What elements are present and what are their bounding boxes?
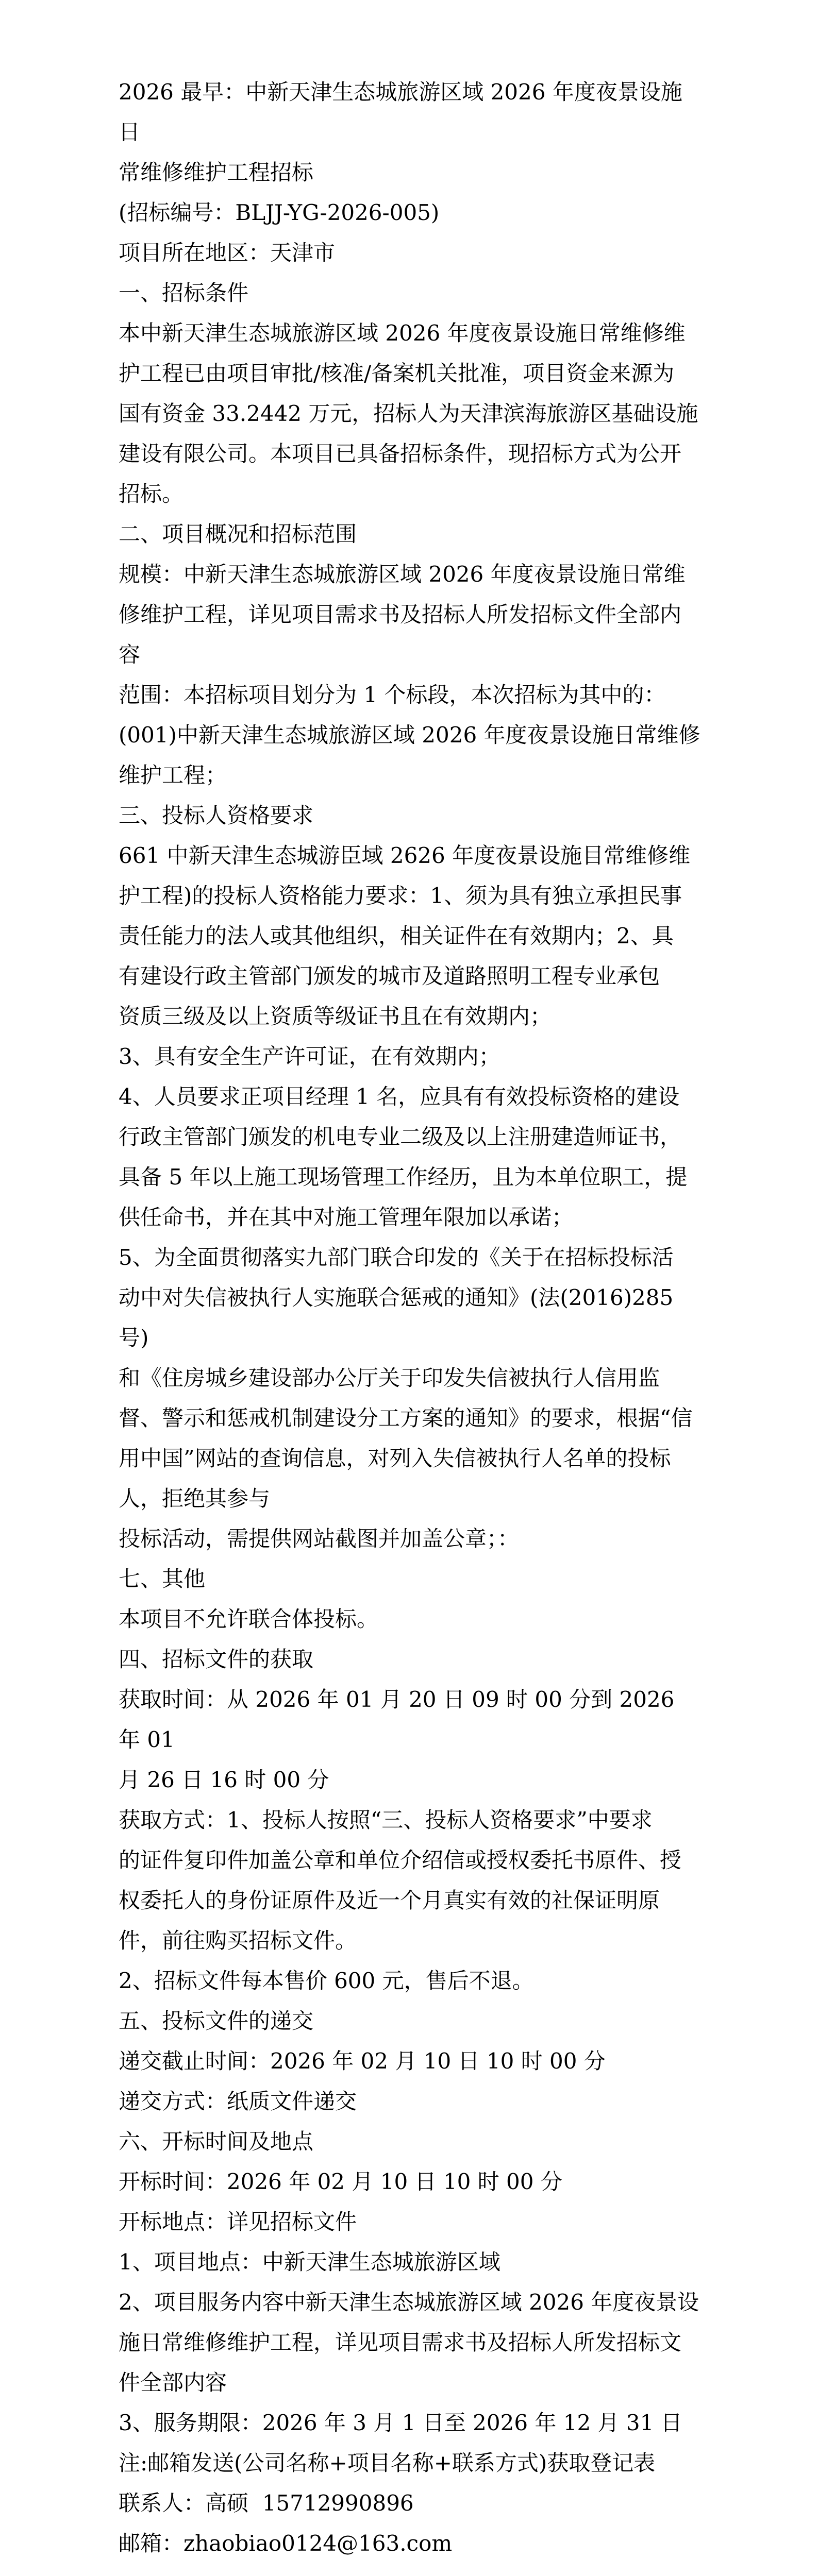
paragraph-line: 开标地点：详见招标文件	[119, 2209, 357, 2234]
tender-number: (招标编号：BLJJ-YG-2026-005)	[119, 200, 440, 225]
paragraph-line: 开标时间：2026 年 02 月 10 日 10 时 00 分	[119, 2169, 562, 2194]
paragraph-line: 施日常维修维护工程，详见项目需求书及招标人所发招标文	[119, 2330, 682, 2355]
paragraph-line: 1、项目地点：中新天津生态城旅游区域	[119, 2249, 500, 2275]
paragraph-line: 的证件复印件加盖公章和单位介绍信或授权委托书原件、授	[119, 1848, 682, 1873]
title-line-2: 常维修维护工程招标	[119, 160, 314, 185]
paragraph-line: 注:邮箱发送(公司名称+项目名称+联系方式)获取登记表	[119, 2450, 656, 2476]
paragraph-line: 供任命书，并在其中对施工管理年限加以承诺；	[119, 1205, 574, 1230]
paragraph-line: 投标活动，需提供网站截图并加盖公章；：	[119, 1526, 520, 1551]
section-heading-qualification: 三、投标人资格要求	[119, 803, 314, 828]
paragraph-line: 督、警示和惩戒机制建设分工方案的通知》的要求，根据“信	[119, 1405, 693, 1431]
paragraph-line: 4、人员要求正项目经理 1 名，应具有有效投标资格的建设	[119, 1084, 680, 1109]
section-heading-tender-conditions: 一、招标条件	[119, 280, 249, 306]
paragraph-line: 件全部内容	[119, 2370, 227, 2395]
section-heading-submission: 五、投标文件的递交	[119, 2008, 314, 2033]
paragraph-line: 件，前往购买招标文件。	[119, 1928, 357, 1953]
paragraph-line: 权委托人的身份证原件及近一个月真实有效的社保证明原	[119, 1888, 660, 1913]
paragraph-line: 容	[119, 642, 141, 667]
paragraph-line: 人，拒绝其参与	[119, 1486, 271, 1511]
paragraph-line: 661 中新天津生态城游臣域 2626 年度夜景设施目常维修维	[119, 843, 691, 868]
title-line-1: 2026 最早：中新天津生态城旅游区域 2026 年度夜景设施日	[119, 79, 682, 145]
paragraph-line: 范围：本招标项目划分为 1 个标段，本次招标为其中的：	[119, 682, 666, 707]
paragraph-line: (001)中新天津生态城旅游区域 2026 年度夜景设施日常维修	[119, 722, 700, 748]
paragraph-line: 本中新天津生态城旅游区域 2026 年度夜景设施日常维修维	[119, 320, 686, 346]
project-region: 项目所在地区：天津市	[119, 240, 336, 265]
paragraph-line: 有建设行政主管部门颁发的城市及道路照明工程专业承包	[119, 963, 660, 989]
paragraph-line: 建设有限公司。本项目已具备招标条件，现招标方式为公开	[119, 441, 682, 466]
paragraph-line: 2、项目服务内容中新天津生态城旅游区域 2026 年度夜景设	[119, 2290, 699, 2315]
paragraph-line: 招标。	[119, 481, 184, 506]
paragraph-line: 和《住房城乡建设部办公厅关于印发失信被执行人信用监	[119, 1365, 660, 1391]
section-heading-other: 七、其他	[119, 1566, 206, 1591]
paragraph-line: 3、服务期限：2026 年 3 月 1 日至 2026 年 12 月 31 日	[119, 2410, 682, 2435]
section-heading-project-overview: 二、项目概况和招标范围	[119, 521, 357, 547]
paragraph-line: 2、招标文件每本售价 600 元，售后不退。	[119, 1968, 534, 1993]
paragraph-line: 修维护工程，详见项目需求书及招标人所发招标文件全部内	[119, 602, 682, 627]
paragraph-line: 动中对失信被执行人实施联合惩戒的通知》(法(2016)285 号)	[119, 1285, 680, 1350]
contact-email: 邮箱：zhaobiao0124@163.com	[119, 2531, 453, 2556]
paragraph-line: 护工程已由项目审批/核准/备案机关批准，项目资金来源为	[119, 361, 675, 386]
paragraph-line: 维护工程；	[119, 762, 227, 788]
paragraph-line: 责任能力的法人或其他组织，相关证件在有效期内；2、具	[119, 923, 674, 948]
paragraph-line: 获取时间：从 2026 年 01 月 20 日 09 时 00 分到 2026 年 01	[119, 1687, 681, 1752]
paragraph-line: 规模：中新天津生态城旅游区域 2026 年度夜景设施日常维	[119, 562, 686, 587]
paragraph-line: 3、具有安全生产许可证，在有效期内；	[119, 1044, 500, 1069]
paragraph-line: 月 26 日 16 时 00 分	[119, 1767, 329, 1792]
paragraph-line: 5、为全面贯彻落实九部门联合印发的《关于在招标投标活	[119, 1245, 674, 1270]
paragraph-line: 获取方式：1、投标人按照“三、投标人资格要求”中要求	[119, 1807, 653, 1833]
paragraph-line: 护工程)的投标人资格能力要求：1、须为具有独立承担民事	[119, 883, 682, 908]
tender-announcement	[119, 72, 701, 2564]
paragraph-line: 行政主管部门颁发的机电专业二级及以上注册建造师证书，	[119, 1124, 682, 1149]
paragraph-line: 递交方式：纸质文件递交	[119, 2089, 357, 2114]
paragraph-line: 本项目不允许联合体投标。	[119, 1606, 379, 1632]
paragraph-line: 用中国”网站的查询信息，对列入失信被执行人名单的投标	[119, 1446, 671, 1471]
paragraph-line: 国有资金 33.2442 万元，招标人为天津滨海旅游区基础设施	[119, 401, 698, 426]
paragraph-line: 资质三级及以上资质等级证书且在有效期内；	[119, 1004, 552, 1029]
paragraph-line: 递交截止时间：2026 年 02 月 10 日 10 时 00 分	[119, 2048, 606, 2074]
section-heading-obtain-documents: 四、招标文件的获取	[119, 1647, 314, 1672]
contact-person: 联系人：高硕 15712990896	[119, 2490, 414, 2516]
paragraph-line: 具备 5 年以上施工现场管理工作经历，且为本单位职工，提	[119, 1164, 688, 1190]
section-heading-bid-opening: 六、开标时间及地点	[119, 2129, 314, 2154]
